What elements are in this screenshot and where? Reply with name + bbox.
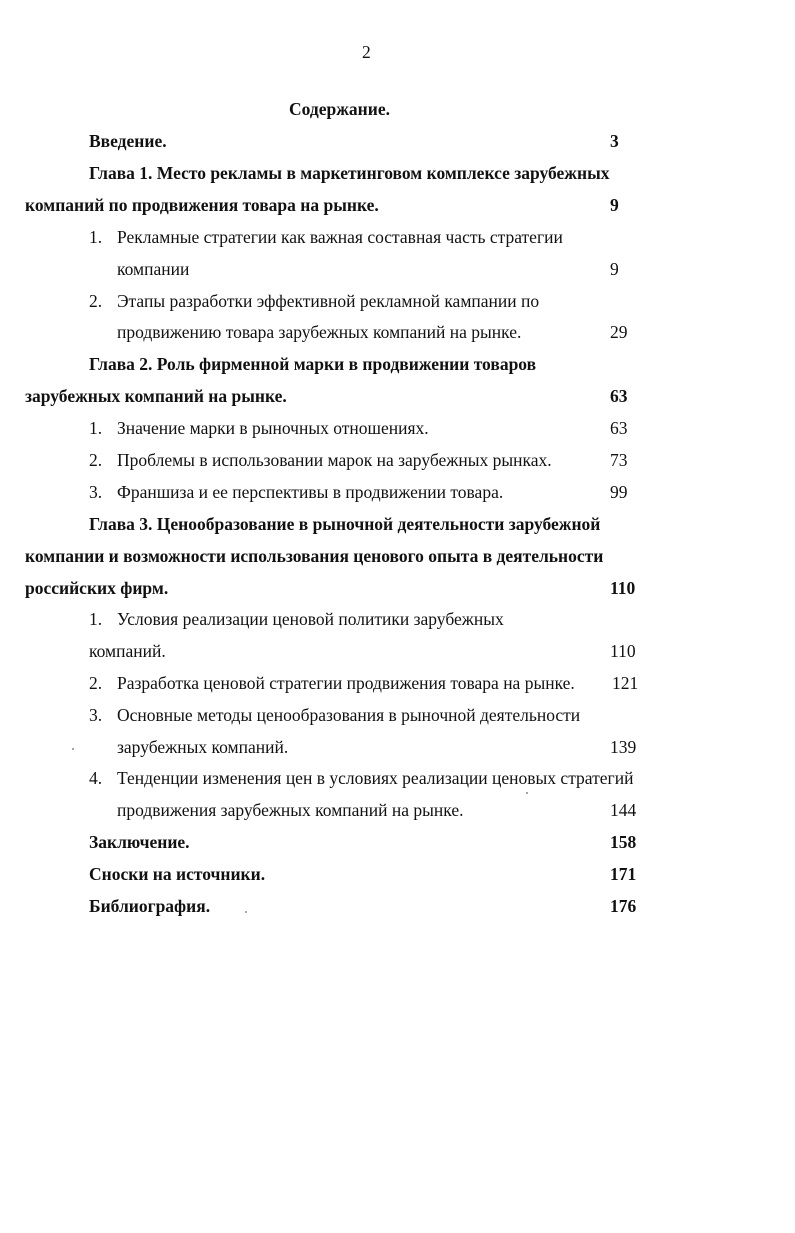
toc-intro-label: Введение. xyxy=(89,131,167,151)
toc-item-text: Рекламные стратегии как важная составная часть стратегии xyxy=(117,227,563,247)
toc-chapter2-page: 63 xyxy=(610,386,628,406)
toc-item-text-cont: зарубежных компаний. xyxy=(117,737,289,757)
toc-item-page: 29 xyxy=(610,322,628,342)
toc-item-text: Значение марки в рыночных отношениях. xyxy=(117,418,429,438)
toc-item-text-cont: продвижения зарубежных компаний на рынке. xyxy=(117,800,464,820)
toc-item-text: Проблемы в использовании марок на зарубежных рынках. xyxy=(117,450,552,470)
toc-chapter3-title-line2: компании и возможности использования ценового опыта в деятельности xyxy=(25,546,604,566)
toc-item-number: 1. xyxy=(89,227,103,247)
toc-item-number: 3. xyxy=(89,482,103,502)
toc-bibliography-label: Библиография. xyxy=(89,896,211,916)
toc-title: Содержание. xyxy=(289,99,390,119)
toc-item-number: 2. xyxy=(89,450,103,470)
toc-item-text: Франшиза и ее перспективы в продвижении товара. xyxy=(117,482,504,502)
toc-item-text: Этапы разработки эффективной рекламной кампании по xyxy=(117,291,540,311)
toc-item-page: 63 xyxy=(610,418,628,438)
toc-item-text: Основные методы ценообразования в рыночной деятельности xyxy=(117,705,581,725)
toc-item-page: 99 xyxy=(610,482,628,502)
toc-chapter3-title-line1: Глава 3. Ценообразование в рыночной деятельности зарубежной xyxy=(89,514,601,534)
toc-item-number: 2. xyxy=(89,291,103,311)
toc-item-text: Условия реализации ценовой политики зарубежных xyxy=(117,609,504,629)
toc-conclusion-page: 158 xyxy=(610,832,637,852)
toc-item-text-cont: компаний. xyxy=(89,641,166,661)
toc-item-number: 1. xyxy=(89,418,103,438)
toc-item-number: 4. xyxy=(89,768,103,788)
toc-item-page: 110 xyxy=(610,641,636,661)
toc-item-page: 121 xyxy=(612,673,639,693)
toc-item-text-cont: продвижению товара зарубежных компаний на рынке. xyxy=(117,322,522,342)
toc-chapter2-title-line2: зарубежных компаний на рынке. xyxy=(25,386,287,406)
toc-item-number: 3. xyxy=(89,705,103,725)
scan-speck xyxy=(72,748,74,750)
toc-item-page: 9 xyxy=(610,259,619,279)
page-number: 2 xyxy=(362,42,371,62)
toc-item-text-cont: компании xyxy=(117,259,190,279)
toc-footnotes-page: 171 xyxy=(610,864,637,884)
toc-conclusion-label: Заключение. xyxy=(89,832,190,852)
toc-item-page: 73 xyxy=(610,450,628,470)
toc-chapter2-title-line1: Глава 2. Роль фирменной марки в продвижении товаров xyxy=(89,354,537,374)
scan-speck xyxy=(526,792,528,794)
toc-chapter1-page: 9 xyxy=(610,195,619,215)
toc-item-number: 2. xyxy=(89,673,103,693)
toc-chapter1-title-line1: Глава 1. Место рекламы в маркетинговом комплексе зарубежных xyxy=(89,163,610,183)
toc-footnotes-label: Сноски на источники. xyxy=(89,864,266,884)
toc-item-number: 1. xyxy=(89,609,103,629)
toc-chapter3-title-line3: российских фирм. xyxy=(25,578,169,598)
toc-bibliography-page: 176 xyxy=(610,896,637,916)
toc-item-page: 139 xyxy=(610,737,637,757)
scan-speck xyxy=(245,911,247,913)
toc-chapter1-title-line2: компаний по продвижения товара на рынке. xyxy=(25,195,379,215)
toc-intro-page: 3 xyxy=(610,131,619,151)
toc-item-text: Разработка ценовой стратегии продвижения товара на рынке. xyxy=(117,673,575,693)
toc-item-page: 144 xyxy=(610,800,637,820)
toc-chapter3-page: 110 xyxy=(610,578,636,598)
toc-item-text: Тенденции изменения цен в условиях реализации ценовых стратегий xyxy=(117,768,634,788)
